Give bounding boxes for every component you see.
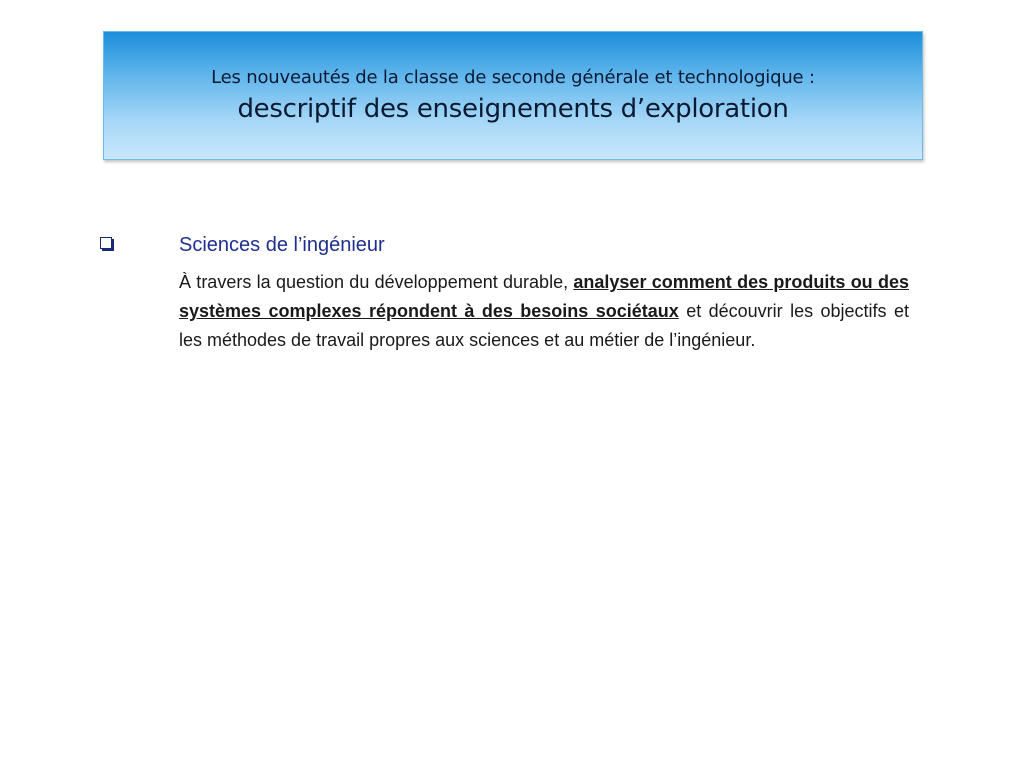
title-banner [103, 31, 923, 160]
section-paragraph [179, 268, 909, 355]
section-heading: Sciences de l’ingénieur [179, 234, 385, 256]
title-line-2: descriptif des enseignements d’exploration [237, 93, 789, 124]
title-line-1: Les nouveautés de la classe de seconde générale et technologique : [211, 66, 815, 88]
square-bullet-icon [100, 237, 112, 249]
paragraph-text-2: et découvrir les objectifs et les méthodes de travail propres aux sciences et au métier de l’ingénieur. [179, 301, 909, 350]
paragraph-emphasis: analyser comment des produits ou des systèmes complexes répondent à des besoins sociétaux [179, 272, 910, 321]
paragraph-text-1: À travers la question du développement durable, [179, 272, 574, 292]
